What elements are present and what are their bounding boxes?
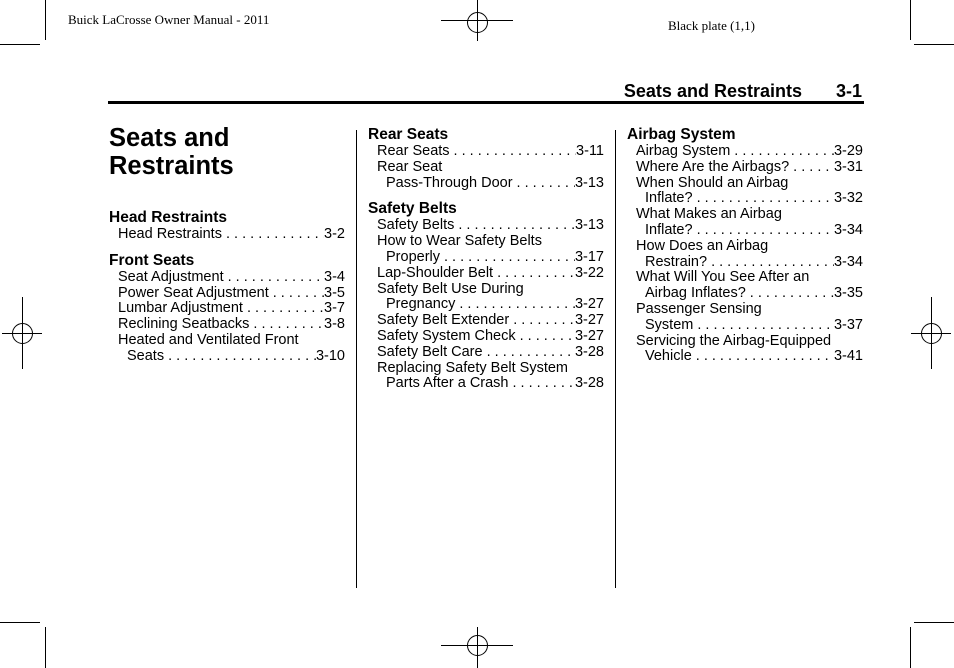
- toc-section-heading: Rear Seats: [368, 126, 449, 143]
- toc-entry-continuation: [377, 176, 604, 192]
- dot-leader: [692, 349, 834, 365]
- dot-leader: [269, 286, 324, 302]
- toc-page-number: 3-37: [833, 316, 863, 333]
- toc-entry-continuation: [636, 191, 863, 207]
- dot-leader: [707, 255, 834, 271]
- toc-entry-continuation: [636, 318, 863, 334]
- toc-entry-label: Airbag System: [636, 143, 731, 159]
- toc-entry-line: [118, 317, 345, 333]
- toc-entry-line: [636, 239, 863, 255]
- toc-entry-label-continued: Inflate?: [645, 190, 693, 207]
- toc-entry-line: [636, 302, 863, 318]
- toc-entry-label-continued: Airbag Inflates?: [645, 285, 746, 302]
- toc-entry: [368, 160, 604, 192]
- toc-column-1: [109, 209, 345, 365]
- toc-entry-line: [377, 218, 604, 234]
- toc-entry-label: Lumbar Adjustment: [118, 300, 243, 317]
- toc-entry-line: [636, 270, 863, 286]
- dot-leader: [509, 376, 575, 392]
- toc-page-number: 3-5: [324, 284, 345, 301]
- toc-page-number: 3-7: [324, 300, 345, 317]
- toc-page-number: 3-28: [574, 375, 604, 392]
- toc-entry-label-continued: Vehicle: [645, 348, 692, 365]
- dot-leader: [450, 144, 577, 160]
- toc-page-number: 3-2: [324, 226, 345, 242]
- toc-entry-label: Safety System Check: [377, 327, 516, 344]
- toc-entry-continuation: [118, 349, 345, 365]
- toc-entry-line: [118, 227, 345, 243]
- toc-section-heading: Airbag System: [627, 126, 736, 143]
- toc-section-heading: Front Seats: [109, 251, 195, 269]
- dot-leader: [516, 329, 575, 345]
- column-divider: [615, 130, 616, 588]
- toc-page-number: 3-4: [324, 268, 345, 285]
- toc-entry-label: Passenger Sensing: [636, 300, 762, 317]
- toc-entry-line: [377, 160, 604, 176]
- toc-page-number: 3-17: [574, 248, 604, 265]
- toc-entry-line: [118, 286, 345, 302]
- toc-entry-continuation: [636, 349, 863, 365]
- toc-page-number: 3-13: [574, 217, 604, 234]
- toc-entry-label-continued: Inflate?: [645, 221, 693, 238]
- registration-mark-left: [2, 297, 42, 369]
- toc-page-number: 3-32: [833, 190, 863, 207]
- toc-entry-label: Safety Belts: [377, 217, 455, 234]
- dot-leader: [440, 250, 575, 266]
- crop-mark-top-right: [911, 0, 954, 45]
- toc-column-2: [368, 126, 604, 392]
- toc-section-heading: Safety Belts: [368, 200, 457, 218]
- dot-leader: [746, 286, 834, 302]
- toc-entry-label-continued: System: [645, 316, 694, 333]
- toc-page-number: 3-10: [315, 347, 345, 364]
- toc-entry: [368, 361, 604, 393]
- toc-entry-label: How to Wear Safety Belts: [377, 233, 542, 250]
- toc-entry-continuation: [636, 223, 863, 239]
- toc-section-airbag-system: [627, 126, 863, 365]
- toc-entry: [109, 286, 345, 302]
- toc-entry-continuation: [636, 255, 863, 271]
- toc-entry-label: Lap-Shoulder Belt: [377, 264, 494, 281]
- dot-leader: [455, 297, 575, 313]
- toc-page-number: 3-13: [574, 174, 604, 191]
- crop-mark-bottom-right: [911, 623, 954, 668]
- toc-entry-continuation: [377, 376, 604, 392]
- toc-section-rear-seats: [368, 126, 604, 191]
- toc-entry-label: Rear Seat: [377, 158, 443, 175]
- dot-leader: [164, 349, 316, 365]
- toc-entry-line: [377, 282, 604, 298]
- toc-page-number: 3-34: [833, 221, 863, 238]
- toc-column-3: [627, 126, 863, 365]
- toc-entry: [109, 270, 345, 286]
- toc-entry: [627, 207, 863, 239]
- dot-leader: [789, 160, 834, 176]
- toc-entry: [368, 266, 604, 282]
- toc-entry-label: Safety Belt Care: [377, 343, 483, 360]
- toc-entry: [368, 234, 604, 266]
- toc-entry-label-continued: Seats: [127, 347, 165, 364]
- toc-entry-label: Safety Belt Extender: [377, 312, 510, 329]
- toc-entry-continuation: [377, 297, 604, 313]
- toc-page-number: 3-11: [576, 143, 604, 159]
- toc-entry-line: [636, 176, 863, 192]
- crop-mark-top-left: [0, 0, 46, 45]
- registration-mark-bottom: [441, 627, 513, 668]
- toc-entry-label: Power Seat Adjustment: [118, 284, 269, 301]
- dot-leader: [493, 266, 575, 282]
- toc-entry-line: [118, 270, 345, 286]
- running-head-page-number: 3-1: [835, 81, 862, 101]
- toc-page-number: 3-35: [833, 285, 863, 302]
- toc-entry-label: Rear Seats: [377, 143, 450, 159]
- dot-leader: [693, 191, 834, 207]
- toc-entry-line: [118, 333, 345, 349]
- toc-page-number: 3-27: [574, 312, 604, 329]
- toc-entry-label: Seat Adjustment: [118, 268, 224, 285]
- toc-entry-line: [377, 313, 604, 329]
- toc-entry: [627, 160, 863, 176]
- toc-entry: [627, 176, 863, 208]
- toc-entry-line: [377, 345, 604, 361]
- toc-page-number: 3-8: [324, 316, 345, 333]
- toc-entry: [368, 329, 604, 345]
- toc-section-safety-belts: [368, 200, 604, 392]
- toc-entry: [627, 270, 863, 302]
- toc-entry: [368, 218, 604, 234]
- dot-leader: [693, 318, 834, 334]
- toc-page-number: 3-41: [833, 348, 863, 365]
- toc-entry-label: Safety Belt Use During: [377, 280, 524, 297]
- dot-leader: [222, 227, 324, 243]
- toc-entry-line: [636, 334, 863, 350]
- toc-entry: [368, 345, 604, 361]
- toc-entry-label: What Makes an Airbag: [636, 206, 782, 223]
- toc-entry: [109, 301, 345, 317]
- chapter-title: Seats and Restraints: [109, 124, 234, 180]
- dot-leader: [693, 223, 834, 239]
- dot-leader: [513, 176, 575, 192]
- toc-entry-line: [377, 266, 604, 282]
- toc-entry-label-continued: Properly: [386, 248, 440, 265]
- toc-entry: [627, 302, 863, 334]
- toc-entry-line: [118, 301, 345, 317]
- toc-entry-line: [377, 329, 604, 345]
- toc-section-front-seats: [109, 252, 345, 365]
- toc-page-number: 3-27: [574, 296, 604, 313]
- registration-mark-top: [441, 0, 513, 41]
- toc-entry-label-continued: Pregnancy: [386, 296, 456, 313]
- toc-entry-label-continued: Pass-Through Door: [386, 174, 513, 191]
- toc-entry-label-continued: Parts After a Crash: [386, 375, 509, 392]
- toc-entry: [627, 334, 863, 366]
- toc-entry-label: Replacing Safety Belt System: [377, 359, 569, 376]
- toc-page-number: 3-31: [833, 158, 863, 175]
- toc-entry-line: [636, 207, 863, 223]
- toc-page-number: 3-27: [574, 327, 604, 344]
- dot-leader: [483, 345, 575, 361]
- toc-entry-label: How Does an Airbag: [636, 237, 769, 254]
- toc-section-head-restraints: [109, 209, 345, 243]
- toc-entry-label: Heated and Ventilated Front: [118, 331, 299, 348]
- toc-entry: [368, 282, 604, 314]
- dot-leader: [730, 144, 834, 160]
- toc-page-number: 3-28: [574, 343, 604, 360]
- toc-entry-label: Reclining Seatbacks: [118, 316, 250, 333]
- toc-entry: [109, 227, 345, 243]
- toc-entry-label: Servicing the Airbag-Equipped: [636, 332, 832, 349]
- toc-entry: [368, 144, 604, 160]
- plate-label: Black plate (1,1): [668, 18, 755, 33]
- toc-entry: [109, 317, 345, 333]
- running-head: [108, 81, 862, 101]
- header-rule: [108, 101, 864, 104]
- manual-title-slug: Buick LaCrosse Owner Manual - 2011: [68, 12, 270, 27]
- toc-entry-line: [377, 144, 604, 160]
- toc-entry-label-continued: Restrain?: [645, 253, 708, 270]
- toc-entry-line: [636, 160, 863, 176]
- toc-entry: [368, 313, 604, 329]
- toc-entry-line: [636, 144, 863, 160]
- toc-entry-line: [377, 361, 604, 377]
- dot-leader: [243, 301, 324, 317]
- toc-page-number: 3-29: [833, 143, 863, 159]
- toc-page-number: 3-34: [833, 253, 863, 270]
- toc-entry-continuation: [377, 250, 604, 266]
- dot-leader: [509, 313, 575, 329]
- toc-entry-label: Head Restraints: [118, 226, 222, 242]
- toc-entry-line: [377, 234, 604, 250]
- registration-mark-right: [911, 297, 951, 369]
- toc-section-heading: Head Restraints: [109, 209, 228, 226]
- running-head-title: Seats and Restraints: [623, 81, 802, 101]
- toc-page-number: 3-22: [574, 264, 604, 281]
- column-divider: [356, 130, 357, 588]
- toc-entry: [627, 144, 863, 160]
- toc-entry-label: When Should an Airbag: [636, 174, 789, 191]
- crop-mark-bottom-left: [0, 623, 46, 668]
- toc-entry-label: What Will You See After an: [636, 269, 810, 286]
- toc-entry: [627, 239, 863, 271]
- dot-leader: [454, 218, 575, 234]
- dot-leader: [249, 317, 324, 333]
- toc-entry-continuation: [636, 286, 863, 302]
- dot-leader: [224, 270, 324, 286]
- toc-entry-label: Where Are the Airbags?: [636, 158, 790, 175]
- toc-entry: [109, 333, 345, 365]
